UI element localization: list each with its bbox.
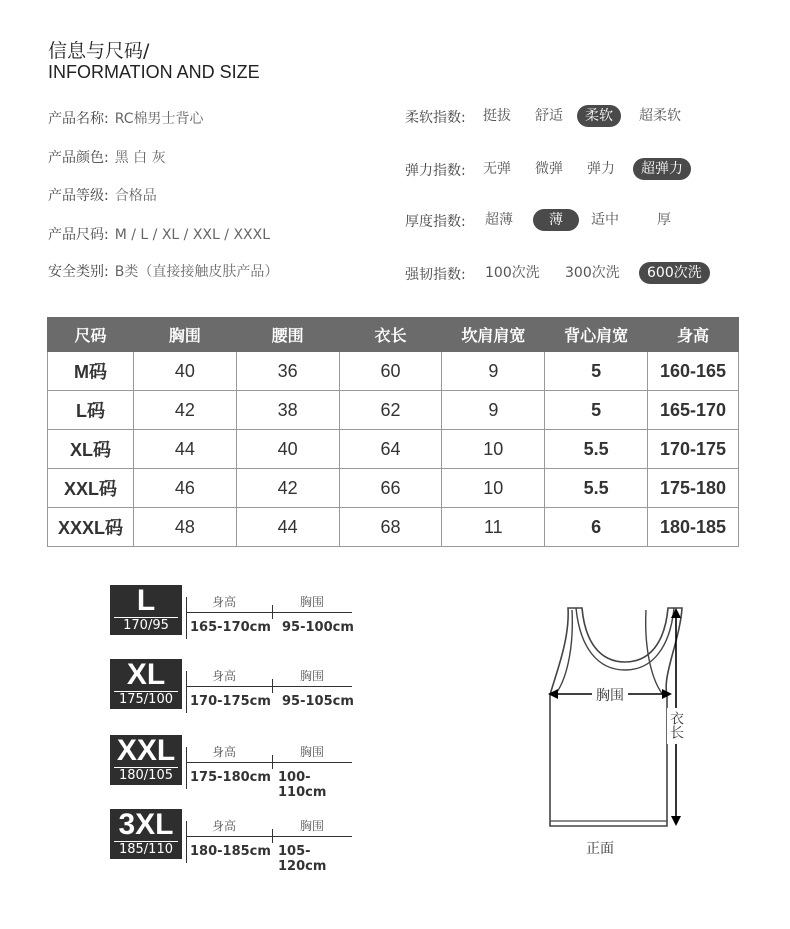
index-option: 挺拔 — [483, 108, 511, 124]
index-label: 厚度指数: — [405, 214, 466, 230]
height-value: 175-180cm — [190, 770, 271, 785]
divider — [186, 671, 187, 713]
index-thickness — [405, 209, 705, 233]
index-option: 柔软 — [577, 105, 621, 127]
table-cell: 48 — [133, 508, 236, 547]
index-option: 厚 — [657, 212, 671, 228]
table-header: 身高 — [648, 318, 739, 352]
height-value: 165-170cm — [190, 620, 271, 635]
height-value: 170-175cm — [190, 694, 271, 709]
divider — [186, 686, 352, 687]
table-cell: 40 — [236, 430, 339, 469]
chest-heading: 胸围 — [300, 745, 325, 759]
info-value: 黑 白 灰 — [114, 150, 166, 166]
chest-heading: 胸围 — [300, 595, 325, 609]
height-heading: 身高 — [212, 745, 237, 759]
table-cell: 180-185 — [648, 508, 739, 547]
table-cell: 5.5 — [545, 469, 648, 508]
table-cell: XXXL码 — [48, 508, 134, 547]
table-header-row — [48, 318, 739, 352]
info-label: 产品等级: — [48, 188, 109, 204]
table-cell: 42 — [236, 469, 339, 508]
table-header: 胸围 — [133, 318, 236, 352]
divider — [272, 605, 273, 619]
table-row — [48, 508, 739, 547]
table-header: 尺码 — [48, 318, 134, 352]
size-spec: 180/105 — [114, 767, 178, 784]
table-row — [48, 469, 739, 508]
table-cell: 42 — [133, 391, 236, 430]
index-elasticity — [405, 158, 705, 182]
length-label: 衣长 — [668, 711, 684, 739]
tank-top-diagram — [540, 600, 710, 860]
index-option: 超柔软 — [639, 108, 681, 124]
info-value: RC棉男士背心 — [114, 111, 204, 127]
page-title-cn: 信息与尺码/ — [48, 40, 150, 62]
table-cell: 38 — [236, 391, 339, 430]
index-softness — [405, 105, 705, 129]
table-cell: 36 — [236, 352, 339, 391]
divider — [186, 836, 352, 837]
info-label: 产品尺码: — [48, 227, 109, 243]
table-cell: 60 — [339, 352, 442, 391]
divider — [272, 755, 273, 769]
index-toughness — [405, 262, 725, 286]
size-guide-3xl — [110, 808, 355, 874]
index-label: 柔软指数: — [405, 110, 466, 126]
table-cell: 64 — [339, 430, 442, 469]
divider — [186, 821, 187, 863]
table-cell: 5 — [545, 352, 648, 391]
size-label: 3XL — [118, 808, 174, 841]
size-spec: 185/110 — [114, 841, 178, 858]
height-heading: 身高 — [212, 595, 237, 609]
chest-value: 100-110cm — [278, 770, 327, 800]
table-cell: 66 — [339, 469, 442, 508]
index-option: 超弹力 — [633, 158, 691, 180]
table-cell: M码 — [48, 352, 134, 391]
index-option: 适中 — [591, 212, 619, 228]
size-label: L — [136, 584, 156, 617]
chest-heading: 胸围 — [300, 819, 325, 833]
size-guide-xxl — [110, 734, 355, 800]
index-option: 100次洗 — [485, 265, 540, 281]
table-cell: 5.5 — [545, 430, 648, 469]
size-label: XXL — [116, 734, 176, 767]
table-header: 腰围 — [236, 318, 339, 352]
table-cell: 40 — [133, 352, 236, 391]
table-cell: 9 — [442, 391, 545, 430]
index-option: 超薄 — [485, 212, 513, 228]
size-guide-xl — [110, 659, 355, 714]
table-cell: 10 — [442, 469, 545, 508]
index-option: 弹力 — [587, 161, 615, 177]
divider — [186, 747, 187, 789]
info-label: 产品名称: — [48, 111, 109, 127]
table-cell: 46 — [133, 469, 236, 508]
size-spec: 175/100 — [114, 691, 178, 708]
index-option: 无弹 — [483, 161, 511, 177]
divider — [272, 679, 273, 693]
info-label: 安全类别: — [48, 264, 109, 280]
table-header: 背心肩宽 — [545, 318, 648, 352]
table-row — [48, 430, 739, 469]
divider — [186, 762, 352, 763]
table-cell: 10 — [442, 430, 545, 469]
diagram-caption: 正面 — [586, 841, 614, 857]
height-heading: 身高 — [212, 819, 237, 833]
size-badge — [110, 585, 182, 635]
chest-label: 胸围 — [596, 688, 624, 704]
size-guide-l — [110, 585, 355, 640]
index-label: 弹力指数: — [405, 163, 466, 179]
index-option: 微弹 — [535, 161, 563, 177]
size-table — [47, 317, 739, 547]
length-arrow-bottom — [671, 816, 681, 826]
height-value: 180-185cm — [190, 844, 271, 859]
size-badge — [110, 735, 182, 785]
size-badge — [110, 659, 182, 709]
table-cell: 165-170 — [648, 391, 739, 430]
divider — [186, 597, 187, 639]
table-cell: 160-165 — [648, 352, 739, 391]
chest-value: 105-120cm — [278, 844, 327, 874]
index-option: 薄 — [533, 209, 579, 231]
chest-value: 95-100cm — [282, 620, 354, 635]
index-option: 舒适 — [535, 108, 563, 124]
table-cell: 11 — [442, 508, 545, 547]
table-cell: 62 — [339, 391, 442, 430]
info-value: B类（直接接触皮肤产品） — [114, 264, 279, 280]
info-row-grade — [48, 185, 157, 205]
info-label: 产品颜色: — [48, 150, 109, 166]
table-cell: 68 — [339, 508, 442, 547]
table-cell: 175-180 — [648, 469, 739, 508]
table-cell: 6 — [545, 508, 648, 547]
divider — [272, 829, 273, 843]
size-label: XL — [126, 658, 166, 691]
size-badge — [110, 809, 182, 859]
page-title-en: INFORMATION AND SIZE — [48, 62, 260, 82]
table-cell: 44 — [236, 508, 339, 547]
table-header: 坎肩肩宽 — [442, 318, 545, 352]
chest-heading: 胸围 — [300, 669, 325, 683]
index-label: 强韧指数: — [405, 267, 466, 283]
table-cell: L码 — [48, 391, 134, 430]
info-value: M / L / XL / XXL / XXXL — [114, 227, 271, 243]
table-cell: 9 — [442, 352, 545, 391]
table-cell: 170-175 — [648, 430, 739, 469]
index-option: 300次洗 — [565, 265, 620, 281]
table-cell: 44 — [133, 430, 236, 469]
table-cell: 5 — [545, 391, 648, 430]
height-heading: 身高 — [212, 669, 237, 683]
tank-top-outline — [550, 608, 682, 826]
table-row — [48, 352, 739, 391]
chest-value: 95-105cm — [282, 694, 354, 709]
divider — [186, 612, 352, 613]
info-row-name — [48, 108, 204, 128]
size-spec: 170/95 — [114, 617, 178, 634]
info-value: 合格品 — [114, 188, 157, 204]
table-header: 衣长 — [339, 318, 442, 352]
table-cell: XL码 — [48, 430, 134, 469]
index-option: 600次洗 — [639, 262, 710, 284]
info-row-color — [48, 147, 166, 167]
table-cell: XXL码 — [48, 469, 134, 508]
info-row-sizes — [48, 224, 270, 244]
table-row — [48, 391, 739, 430]
info-row-safety — [48, 261, 278, 281]
